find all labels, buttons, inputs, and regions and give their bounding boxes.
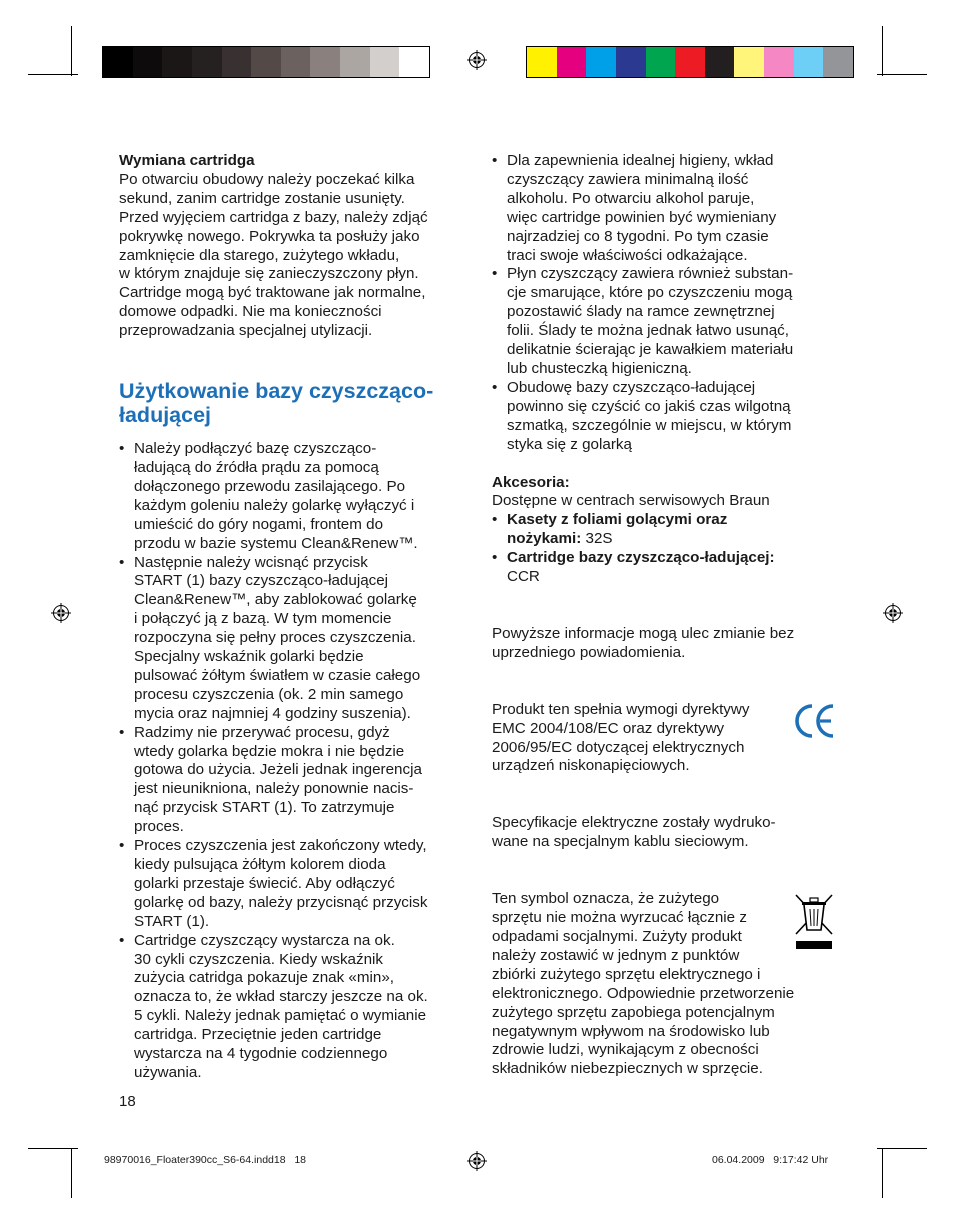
right-column: [492, 152, 842, 1079]
crop-mark: [877, 74, 927, 75]
registration-mark-icon: [883, 603, 903, 623]
gray-swatch: [192, 47, 222, 77]
text-line: • Dla zapewnienia idealnej higieny, wkład: [507, 152, 774, 169]
registration-mark-icon: [51, 603, 71, 623]
text-line: • Płyn czyszczący zawiera również substan-: [507, 265, 794, 283]
ce-mark-icon: [793, 702, 837, 740]
accessories-section: [492, 474, 842, 587]
text-line: każdym goleniu należy golarkę wyłączyć i: [134, 496, 415, 514]
cartridge-paragraph: [119, 171, 469, 341]
text-line: umieścić do góry nogami, frontem do: [134, 515, 384, 533]
list-item: [492, 152, 842, 265]
color-swatch: [823, 47, 853, 77]
text-line: Powyższe informacje mogą ulec zmianie bez: [492, 624, 795, 642]
text-line: cje smarujące, które po czyszczeniu mogą: [507, 284, 793, 302]
weee-statement: [492, 890, 842, 1079]
text-line: składników niebezpiecznych w sprzęcie.: [492, 1060, 763, 1078]
ce-statement: [492, 701, 842, 777]
text-line: najrzadziej co 8 tygodni. Po tym czasie: [507, 227, 769, 245]
text-line: domowe odpadki. Nie ma konieczności: [119, 303, 382, 321]
text-line: rozpoczyna się pełny proces czyszczenia.: [134, 629, 416, 647]
text-line: kiedy pulsująca żółtym kolorem dioda: [134, 856, 386, 873]
footer-timestamp: 06.04.2009 9:17:42 Uhr: [712, 1154, 829, 1166]
text-line: zbiórki zużytego sprzętu elektrycznego i: [492, 965, 761, 983]
color-swatch: [734, 47, 764, 77]
gray-swatch: [162, 47, 192, 77]
accessory-value: 32S: [581, 530, 613, 548]
text-line: wane na specjalnym kablu sieciowym.: [492, 833, 749, 851]
text-line: 5 cykli. Należy jednak pamiętać o wymianie: [134, 1007, 427, 1025]
color-swatch: [646, 47, 676, 77]
accessories-heading: Akcesoria:: [492, 473, 570, 491]
text-line: • Cartridge bazy czyszcząco-ładującej:: [507, 549, 775, 567]
text-line: używania.: [134, 1063, 202, 1081]
text-line: delikatnie ścierając je kawałkiem materiału: [507, 341, 794, 359]
text-line: EMC 2004/108/EC oraz dyrektywy: [492, 719, 725, 737]
list-item: [492, 511, 842, 549]
text-line: • Kasety z foliami golącymi oraz: [507, 511, 728, 529]
text-line: pulsować żółtym światłem w czasie całego: [134, 666, 421, 684]
crop-mark: [882, 26, 883, 76]
text-line: czyszczący zawiera minimalną ilość: [507, 170, 749, 188]
text-line: sprzętu nie można wyrzucać łącznie z: [492, 909, 747, 927]
text-line: Po otwarciu obudowy należy poczekać kilka: [119, 170, 415, 188]
crop-mark: [71, 1148, 72, 1198]
text-line: zużytego sprzętu zapobiega potencjalnym: [492, 1003, 775, 1021]
text-line: • Proces czyszczenia jest zakończony wtedy,: [134, 837, 427, 855]
text-line: i połączyć ją z bazą. W tym momencie: [134, 610, 392, 628]
color-swatch: [527, 47, 557, 77]
color-swatch: [586, 47, 616, 77]
text-line: przeprowadzania specjalnej utylizacji.: [119, 322, 373, 340]
color-swatch: [705, 47, 735, 77]
text-line: zużycia catridga pokazuje znak «min»,: [134, 969, 395, 987]
text-line: uprzedniego powiadomienia.: [492, 643, 686, 661]
text-line: Clean&Renew™, aby zablokować golarkę: [134, 591, 417, 609]
text-line: • Cartridge czyszczący wystarcza na ok.: [134, 931, 395, 949]
process-color-bar: [526, 46, 854, 78]
registration-mark-icon: [467, 50, 487, 70]
color-swatch: [675, 47, 705, 77]
text-line: procesu czyszczenia (ok. 2 min samego: [134, 685, 404, 703]
section-title: [119, 379, 469, 427]
text-line: sekund, zanim cartridge zostanie usunięty.: [119, 189, 405, 207]
list-item: [119, 724, 469, 837]
text-line: przodu w bazie systemu Clean&Renew™.: [134, 534, 418, 552]
text-line: negatywnym wpływom na środowisko lub: [492, 1022, 770, 1040]
text-line: proces.: [134, 818, 184, 836]
crop-mark: [882, 1148, 883, 1198]
color-swatch: [764, 47, 794, 77]
text-line: • Obudowę bazy czyszcząco-ładującej: [507, 378, 756, 396]
gray-swatch: [340, 47, 370, 77]
text-line: START (1).: [134, 912, 210, 930]
usage-list: [119, 440, 469, 1083]
text-line: START (1) bazy czyszcząco-ładującej: [134, 572, 389, 590]
cartridge-heading: Wymiana cartridga: [119, 152, 255, 169]
grayscale-color-bar: [102, 46, 430, 78]
change-notice: [492, 625, 842, 663]
text-line: • Radzimy nie przerywać procesu, gdyż: [134, 723, 390, 741]
title-line: ładującej: [119, 403, 212, 428]
crossed-bin-icon: [793, 892, 835, 952]
text-line: ładującą do źródła prądu za pomocą: [134, 458, 379, 476]
text-line: golarki przestaje świecić. Aby odłączyć: [134, 874, 395, 892]
color-swatch: [794, 47, 824, 77]
text-line: więc cartridge powinien być wymieniany: [507, 208, 777, 226]
gray-swatch: [281, 47, 311, 77]
text-line: lub chusteczką higieniczną.: [507, 359, 692, 377]
text-line: pozostawić ślady na ramce zewnętrznej: [507, 303, 775, 321]
text-line: elektronicznego. Odpowiednie przetworzenie: [492, 984, 795, 1002]
list-item: [492, 379, 842, 455]
list-item: [119, 932, 469, 1083]
text-line: nąć przycisk START (1). To zatrzymuje: [134, 799, 395, 817]
text-line: alkoholu. Po otwarciu alkohol paruje,: [507, 189, 755, 207]
text-line: Specyfikacje elektryczne zostały wydruko-: [492, 814, 776, 832]
gray-swatch: [103, 47, 133, 77]
text-line: traci swoje właściwości odkażające.: [507, 246, 748, 264]
left-column: [119, 152, 469, 1083]
text-line: jest nieunikniona, należy ponownie nacis-: [134, 780, 414, 798]
color-swatch: [616, 47, 646, 77]
text-line: 30 cykli czyszczenia. Kiedy wskaźnik: [134, 950, 383, 968]
list-item: [492, 549, 842, 587]
text-line: powinno się czyścić co jakiś czas wilgotną: [507, 397, 791, 415]
text-line: styka się z golarką: [507, 435, 632, 453]
text-line: Przed wyjęciem cartridga z bazy, należy zdjąć: [119, 208, 428, 226]
text-line: Specjalny wskaźnik golarki będzie: [134, 648, 364, 666]
text-line: 2006/95/EC dotyczącej elektrycznych: [492, 738, 745, 756]
text-line: Ten symbol oznacza, że zużytego: [492, 890, 720, 908]
text-line: w którym znajduje się zanieczyszczony płyn.: [119, 265, 419, 283]
text-line: pokrywkę nowego. Pokrywka ta posłuży jako: [119, 227, 420, 245]
list-item: [492, 265, 842, 378]
text-line: mycia oraz najmniej 4 godziny suszenia).: [134, 704, 411, 722]
gray-swatch: [310, 47, 340, 77]
text-line: zdrowie ludzi, wynikającym z obecności: [492, 1041, 759, 1059]
text-line: nożykami:: [507, 530, 582, 548]
text-line: dołączonego przewodu zasilającego. Po: [134, 477, 406, 495]
text-line: cartridga. Przeciętnie jeden cartridge: [134, 1026, 382, 1044]
spec-statement: [492, 814, 842, 852]
text-line: Produkt ten spełnia wymogi dyrektywy: [492, 700, 750, 718]
gray-swatch: [370, 47, 400, 77]
text-line: golarkę od bazy, należy przycisnąć przycisk: [134, 893, 428, 911]
text-line: szmatką, szczególnie w miejscu, w którym: [507, 416, 792, 434]
text-line: folii. Ślady te można jednak łatwo usunąć,: [507, 322, 789, 340]
crop-mark: [28, 1148, 78, 1149]
registration-mark-icon: [467, 1151, 487, 1171]
list-item: [119, 440, 469, 553]
page-number: 18: [119, 1093, 136, 1110]
text-line: urządzeń niskonapięciowych.: [492, 757, 690, 775]
text-line: • Należy podłączyć bazę czyszcząco-: [134, 440, 377, 458]
title-line: Użytkowanie bazy czyszcząco-: [119, 379, 434, 404]
gray-swatch: [399, 47, 429, 77]
text-line: wystarcza na 4 tygodnie codziennego: [134, 1045, 388, 1063]
text-line: oznacza to, że wkład starczy jeszcze na ok.: [134, 988, 428, 1006]
gray-swatch: [251, 47, 281, 77]
text-line: odpadami socjalnymi. Zużyty produkt: [492, 928, 742, 945]
accessory-value: CCR: [507, 568, 540, 586]
hygiene-list: [492, 152, 842, 455]
crop-mark: [28, 74, 78, 75]
crop-mark: [877, 1148, 927, 1149]
accessories-intro: Dostępne w centrach serwisowych Braun: [492, 492, 770, 510]
list-item: [119, 837, 469, 932]
text-line: • Następnie należy wcisnąć przycisk: [134, 553, 368, 571]
text-line: gotowa do użycia. Jeżeli jednak ingerencja: [134, 761, 422, 779]
color-swatch: [557, 47, 587, 77]
text-line: należy zostawić w jednym z punktów: [492, 946, 740, 964]
text-line: zamknięcie dla starego, zużytego wkładu,: [119, 246, 400, 264]
crop-mark: [71, 26, 72, 76]
gray-swatch: [133, 47, 163, 77]
accessories-list: [492, 511, 842, 587]
text-line: wtedy golarka będzie mokra i nie będzie: [134, 742, 405, 760]
footer-file-info: 98970016_Floater390cc_S6-64.indd18 18: [104, 1154, 306, 1166]
list-item: [119, 554, 469, 724]
text-line: Cartridge mogą być traktowane jak normalne,: [119, 284, 426, 302]
gray-swatch: [222, 47, 252, 77]
